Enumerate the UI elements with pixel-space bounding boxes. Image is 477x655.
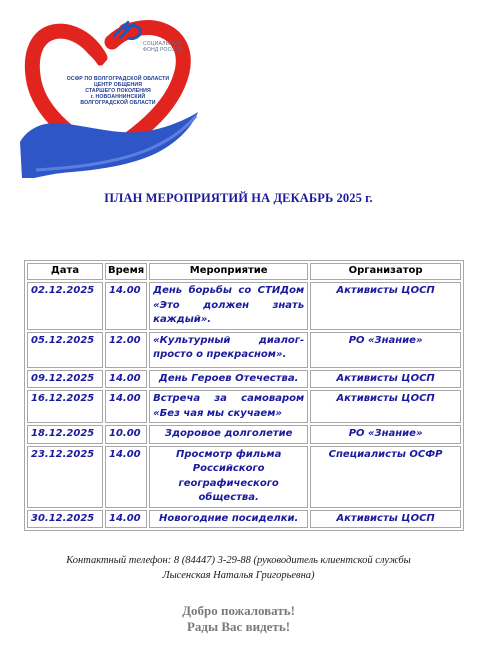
event-time: 14.00 [105,370,147,389]
header-organizer: Организатор [310,263,461,280]
event-time: 10.00 [105,425,147,444]
events-table [24,260,464,531]
event-date: 16.12.2025 [27,390,103,423]
welcome-message [0,603,477,635]
event-organizer: Активисты ЦОСП [310,282,461,330]
event-title: Просмотр фильма Российского географического общества. [149,446,308,508]
header-time: Время [105,263,147,280]
event-time: 14.00 [105,446,147,508]
table-row [27,332,461,368]
event-organizer: Активисты ЦОСП [310,370,461,389]
sfr-brand-text: СОЦИАЛЬНЫЙ ФОНД РОССИИ [143,41,183,53]
event-title: Новогодние посиделки. [149,510,308,529]
event-date: 30.12.2025 [27,510,103,529]
table-row [27,510,461,529]
table-row [27,446,461,508]
event-title: Встреча за самоваром «Без чая мы скучаем» [149,390,308,423]
event-date: 18.12.2025 [27,425,103,444]
header-date: Дата [27,263,103,280]
table-row [27,282,461,330]
table-row [27,370,461,389]
event-date: 23.12.2025 [27,446,103,508]
event-date: 02.12.2025 [27,282,103,330]
event-date: 09.12.2025 [27,370,103,389]
event-organizer: РО «Знание» [310,425,461,444]
event-time: 14.00 [105,390,147,423]
event-title: Здоровое долголетие [149,425,308,444]
table-row [27,390,461,423]
event-date: 05.12.2025 [27,332,103,368]
logo-line: ЦЕНТР ОБЩЕНИЯ [93,82,143,89]
table-row [27,425,461,444]
event-time: 14.00 [105,282,147,330]
contact-phone-line: Контактный телефон: 8 (84447) 3-29-88 (руководитель клиентской службы [66,555,411,566]
welcome-line: Добро пожаловать! [182,603,295,618]
logo-line: г. НОВОАННИНСКИЙ [90,94,146,101]
logo-center-text [58,76,178,106]
event-organizer: Активисты ЦОСП [310,510,461,529]
contact-info [20,553,457,583]
event-title: «Культурный диалог-просто о прекрасном». [149,332,308,368]
event-title: День борьбы со СТИДом «Это должен знать каждый». [149,282,308,330]
logo-line: ОСФР ПО ВОЛГОГРАДСКОЙ ОБЛАСТИ [66,76,170,82]
welcome-line: Рады Вас видеть! [186,619,291,634]
logo-line: СТАРШЕГО ПОКОЛЕНИЯ [85,88,151,95]
table-header-row [27,263,461,280]
contact-person-line: Лысенская Наталья Григорьевна) [162,570,315,581]
event-organizer: РО «Знание» [310,332,461,368]
page-title: ПЛАН МЕРОПРИЯТИЙ НА ДЕКАБРЬ 2025 г. [104,191,373,205]
logo-line: ВОЛГОГРАДСКОЙ ОБЛАСТИ [80,100,156,107]
event-organizer: Специалисты ОСФР [310,446,461,508]
event-time: 12.00 [105,332,147,368]
event-organizer: Активисты ЦОСП [310,390,461,423]
sfr-logo [0,0,260,178]
event-title: День Героев Отечества. [149,370,308,389]
event-time: 14.00 [105,510,147,529]
header-event: Мероприятие [149,263,308,280]
